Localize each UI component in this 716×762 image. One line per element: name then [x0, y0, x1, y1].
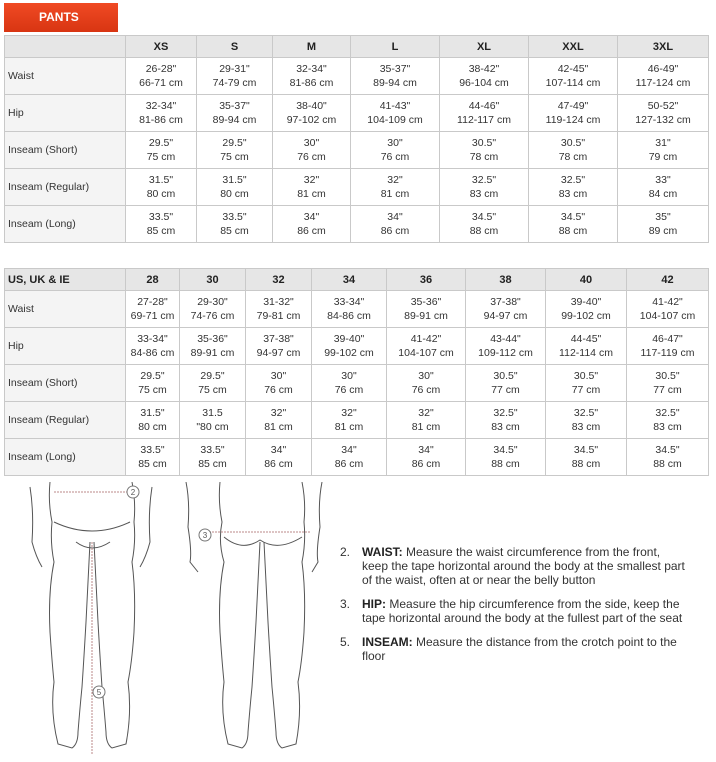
back-body-outline — [186, 482, 322, 748]
marker-5 — [93, 686, 105, 698]
inch-value: 37-38" — [490, 296, 521, 308]
size-column-header: 36 — [387, 269, 466, 291]
size-cell — [197, 206, 273, 243]
cm-value: "80 cm — [196, 421, 229, 433]
table-header-row — [5, 269, 709, 291]
svg-text:2: 2 — [130, 488, 136, 497]
inch-value: 31.5" — [222, 174, 247, 186]
inch-value: 47-49" — [557, 100, 589, 112]
inch-value: 32-34" — [145, 100, 177, 112]
cm-value: 84-86 cm — [327, 310, 371, 322]
cm-value: 88 cm — [558, 225, 588, 237]
size-table-alpha — [4, 35, 709, 243]
size-column-header: 38 — [466, 269, 546, 291]
size-column-header: 28 — [126, 269, 180, 291]
size-cell — [387, 328, 466, 365]
cm-value: 79 cm — [648, 151, 678, 163]
row-label: Waist — [5, 291, 126, 328]
cm-value: 86 cm — [297, 225, 326, 237]
inch-value: 32.5" — [655, 407, 680, 419]
size-cell — [618, 169, 709, 206]
inch-value: 30.5" — [573, 370, 599, 382]
size-cell — [546, 439, 627, 476]
size-cell — [387, 439, 466, 476]
inch-value: 41-42" — [652, 296, 683, 308]
inch-value: 29-30" — [197, 296, 228, 308]
size-column-header: XS — [126, 36, 197, 58]
inch-value: 43-44" — [490, 333, 521, 345]
size-cell — [440, 95, 529, 132]
size-table-numeric — [4, 268, 709, 476]
row-label: Inseam (Long) — [5, 439, 126, 476]
inch-value: 34.5" — [471, 211, 497, 223]
size-cell — [126, 402, 180, 439]
size-cell — [440, 206, 529, 243]
size-cell — [546, 402, 627, 439]
cm-value: 78 cm — [558, 151, 588, 163]
cm-value: 89-91 cm — [190, 347, 235, 359]
size-cell — [246, 365, 312, 402]
size-cell — [246, 328, 312, 365]
size-cell — [546, 328, 627, 365]
cm-value: 81-86 cm — [289, 77, 334, 89]
cm-value: 107-114 cm — [545, 77, 601, 89]
size-column-header: L — [351, 36, 440, 58]
size-cell — [466, 291, 546, 328]
cm-value: 78 cm — [469, 151, 499, 163]
inch-value: 32.5" — [471, 174, 497, 186]
row-label: Waist — [5, 58, 126, 95]
svg-text:5: 5 — [96, 688, 102, 697]
size-cell — [312, 402, 387, 439]
row-label: Inseam (Regular) — [5, 402, 126, 439]
size-cell — [180, 439, 246, 476]
inch-value: 34" — [341, 444, 357, 456]
cm-value: 109-112 cm — [478, 347, 533, 359]
marker-3 — [199, 529, 211, 541]
table-row — [5, 328, 709, 365]
cm-value: 88 cm — [653, 458, 682, 470]
size-cell — [440, 132, 529, 169]
cm-value: 85 cm — [138, 458, 167, 470]
size-cell — [126, 328, 180, 365]
cm-value: 86 cm — [380, 225, 410, 237]
inch-value: 38-42" — [468, 63, 500, 75]
cm-value: 76 cm — [297, 151, 326, 163]
cm-value: 77 cm — [571, 384, 601, 396]
size-cell — [351, 169, 440, 206]
size-cell — [126, 439, 180, 476]
inch-value: 30" — [341, 370, 357, 382]
body-measurement-figure — [20, 482, 330, 757]
size-cell — [546, 365, 627, 402]
size-cell — [126, 365, 180, 402]
table-row — [5, 365, 709, 402]
cm-value: 81 cm — [297, 188, 326, 200]
size-cell — [273, 132, 351, 169]
cm-value: 127-132 cm — [635, 114, 691, 126]
cm-value: 76 cm — [334, 384, 364, 396]
cm-value: 75 cm — [220, 151, 249, 163]
cm-value: 104-107 cm — [639, 310, 696, 322]
cm-value: 81 cm — [334, 421, 364, 433]
size-cell — [546, 291, 627, 328]
table-row — [5, 439, 709, 476]
inch-value: 37-38" — [263, 333, 294, 345]
size-cell — [126, 95, 197, 132]
inch-value: 30.5" — [560, 137, 586, 149]
inch-value: 34" — [270, 444, 287, 456]
row-label: Inseam (Regular) — [5, 169, 126, 206]
svg-text:3: 3 — [202, 531, 208, 540]
inch-value: 31" — [655, 137, 671, 149]
size-column-header: 42 — [627, 269, 709, 291]
cm-value: 85 cm — [220, 225, 249, 237]
size-cell — [197, 169, 273, 206]
cm-value: 112-117 cm — [457, 114, 511, 126]
size-cell — [618, 58, 709, 95]
inch-value: 33.5" — [222, 211, 247, 223]
size-cell — [273, 169, 351, 206]
size-cell — [529, 132, 618, 169]
size-cell — [466, 439, 546, 476]
size-cell — [440, 58, 529, 95]
size-cell — [618, 132, 709, 169]
cm-value: 81-86 cm — [139, 114, 183, 126]
inch-value: 30" — [387, 137, 403, 149]
inch-value: 41-43" — [379, 100, 411, 112]
inch-value: 42-45" — [557, 63, 589, 75]
inch-value: 50-52" — [647, 100, 679, 112]
inch-value: 41-42" — [410, 333, 442, 345]
size-cell — [387, 402, 466, 439]
size-cell — [618, 206, 709, 243]
table-row — [5, 402, 709, 439]
size-cell — [466, 328, 546, 365]
inch-value: 33-34" — [137, 333, 168, 345]
inch-value: 34" — [387, 211, 403, 223]
inch-value: 32.5" — [573, 407, 599, 419]
inch-value: 29.5" — [200, 370, 225, 382]
size-cell — [627, 328, 709, 365]
cm-value: 84 cm — [648, 188, 678, 200]
size-cell — [197, 132, 273, 169]
cm-value: 74-76 cm — [190, 310, 235, 322]
inch-value: 39-40" — [570, 296, 602, 308]
size-cell — [618, 95, 709, 132]
inch-value: 31-32" — [263, 296, 294, 308]
inch-value: 39-40" — [333, 333, 365, 345]
inch-value: 29.5" — [140, 370, 165, 382]
inch-value: 35" — [655, 211, 671, 223]
size-cell — [180, 291, 246, 328]
cm-value: 80 cm — [138, 421, 167, 433]
cm-value: 104-109 cm — [367, 114, 423, 126]
inch-value: 34.5" — [573, 444, 599, 456]
cm-value: 99-102 cm — [561, 310, 611, 322]
row-label: Inseam (Short) — [5, 132, 126, 169]
inch-value: 30" — [418, 370, 434, 382]
cm-value: 97-102 cm — [286, 114, 337, 126]
size-column-header: S — [197, 36, 273, 58]
size-cell — [387, 365, 466, 402]
inch-value: 32-34" — [296, 63, 327, 75]
table-row — [5, 206, 709, 243]
inch-value: 31.5" — [148, 174, 174, 186]
cm-value: 66-71 cm — [139, 77, 183, 89]
cm-value: 83 cm — [653, 421, 682, 433]
cm-value: 81 cm — [380, 188, 410, 200]
size-cell — [197, 58, 273, 95]
size-column-header: M — [273, 36, 351, 58]
inch-value: 29.5" — [222, 137, 247, 149]
size-column-header: 40 — [546, 269, 627, 291]
table-corner-header: US, UK & IE — [5, 269, 126, 291]
cm-value: 77 cm — [491, 384, 520, 396]
cm-value: 86 cm — [264, 458, 293, 470]
size-cell — [246, 402, 312, 439]
inch-value: 32" — [387, 174, 403, 186]
size-cell — [466, 365, 546, 402]
cm-value: 119-124 cm — [545, 114, 601, 126]
instruction-hip: 3. HIP: Measure the hip circumference from the side, keep the tape horizontal around the body at the fullest part of the seat — [340, 597, 683, 625]
cm-value: 83 cm — [469, 188, 499, 200]
row-label: Hip — [5, 328, 126, 365]
size-cell — [627, 439, 709, 476]
size-cell — [312, 291, 387, 328]
size-cell — [126, 206, 197, 243]
inch-value: 34.5" — [655, 444, 680, 456]
inch-value: 44-46" — [468, 100, 500, 112]
size-cell — [273, 95, 351, 132]
size-cell — [351, 206, 440, 243]
pants-tab[interactable]: PANTS — [4, 3, 118, 32]
size-cell — [312, 365, 387, 402]
inch-value: 30.5" — [471, 137, 497, 149]
cm-value: 99-102 cm — [324, 347, 374, 359]
cm-value: 104-107 cm — [398, 347, 454, 359]
inch-value: 35-36" — [410, 296, 442, 308]
size-cell — [529, 58, 618, 95]
size-cell — [529, 169, 618, 206]
inch-value: 32.5" — [560, 174, 586, 186]
table-row — [5, 291, 709, 328]
size-column-header: 3XL — [618, 36, 709, 58]
inch-value: 34.5" — [560, 211, 586, 223]
size-cell — [180, 402, 246, 439]
inch-value: 30" — [303, 137, 320, 149]
cm-value: 74-79 cm — [212, 77, 257, 89]
inch-value: 32.5" — [493, 407, 518, 419]
cm-value: 89 cm — [648, 225, 678, 237]
cm-value: 89-94 cm — [373, 77, 417, 89]
cm-value: 94-97 cm — [256, 347, 301, 359]
inch-value: 27-28" — [137, 296, 168, 308]
size-cell — [529, 206, 618, 243]
inch-value: 34" — [418, 444, 434, 456]
front-body-outline — [30, 482, 152, 748]
cm-value: 86 cm — [334, 458, 364, 470]
cm-value: 85 cm — [146, 225, 176, 237]
size-column-header: 34 — [312, 269, 387, 291]
inch-value: 29-31" — [219, 63, 250, 75]
cm-value: 83 cm — [558, 188, 588, 200]
size-cell — [351, 95, 440, 132]
inch-value: 26-28" — [145, 63, 177, 75]
inch-value: 31.5" — [140, 407, 165, 419]
cm-value: 76 cm — [380, 151, 410, 163]
cm-value: 81 cm — [411, 421, 441, 433]
size-column-header: 32 — [246, 269, 312, 291]
row-label: Hip — [5, 95, 126, 132]
row-label: Inseam (Long) — [5, 206, 126, 243]
cm-value: 88 cm — [491, 458, 520, 470]
inch-value: 32" — [341, 407, 357, 419]
size-column-header: 30 — [180, 269, 246, 291]
size-cell — [387, 291, 466, 328]
cm-value: 81 cm — [264, 421, 293, 433]
cm-value: 117-119 cm — [640, 347, 695, 359]
inch-value: 35-37" — [379, 63, 411, 75]
size-cell — [529, 95, 618, 132]
inch-value: 33.5" — [140, 444, 165, 456]
size-cell — [126, 58, 197, 95]
size-cell — [180, 365, 246, 402]
size-cell — [627, 365, 709, 402]
cm-value: 76 cm — [411, 384, 441, 396]
cm-value: 89-94 cm — [212, 114, 257, 126]
cm-value: 94-97 cm — [483, 310, 528, 322]
inch-value: 33.5" — [148, 211, 174, 223]
inch-value: 31.5 — [202, 407, 223, 419]
table-row — [5, 132, 709, 169]
inch-value: 34" — [303, 211, 320, 223]
cm-value: 75 cm — [198, 384, 227, 396]
cm-value: 112-114 cm — [559, 347, 613, 359]
table-row — [5, 95, 709, 132]
inch-value: 34.5" — [493, 444, 518, 456]
inch-value: 30" — [270, 370, 287, 382]
cm-value: 77 cm — [653, 384, 682, 396]
inch-value: 44-45" — [570, 333, 602, 345]
size-cell — [312, 328, 387, 365]
size-column-header: XXL — [529, 36, 618, 58]
cm-value: 88 cm — [469, 225, 499, 237]
measurement-instructions — [340, 545, 685, 673]
cm-value: 88 cm — [571, 458, 601, 470]
size-cell — [197, 95, 273, 132]
instruction-inseam: 5. INSEAM: Measure the distance from the crotch point to the floor — [340, 635, 677, 663]
inch-value: 30.5" — [493, 370, 518, 382]
size-cell — [273, 206, 351, 243]
size-cell — [126, 169, 197, 206]
row-label: Inseam (Short) — [5, 365, 126, 402]
inch-value: 32" — [418, 407, 434, 419]
size-cell — [466, 402, 546, 439]
inch-value: 35-36" — [197, 333, 228, 345]
inch-value: 38-40" — [296, 100, 327, 112]
table-header-row — [5, 36, 709, 58]
instruction-waist: 2. WAIST: Measure the waist circumference from the front, keep the tape horizontal around the body at the smallest part of the waist, often at or near the belly button — [340, 545, 685, 587]
size-cell — [627, 402, 709, 439]
size-cell — [246, 291, 312, 328]
size-cell — [627, 291, 709, 328]
inch-value: 33-34" — [333, 296, 365, 308]
table-row — [5, 169, 709, 206]
cm-value: 89-91 cm — [404, 310, 448, 322]
table-corner-header — [5, 36, 126, 58]
inch-value: 32" — [270, 407, 287, 419]
cm-value: 69-71 cm — [130, 310, 175, 322]
inch-value: 35-37" — [219, 100, 250, 112]
size-cell — [126, 132, 197, 169]
cm-value: 117-124 cm — [635, 77, 691, 89]
size-cell — [351, 58, 440, 95]
cm-value: 75 cm — [138, 384, 167, 396]
cm-value: 80 cm — [220, 188, 249, 200]
cm-value: 79-81 cm — [256, 310, 301, 322]
cm-value: 80 cm — [146, 188, 176, 200]
inch-value: 46-49" — [647, 63, 679, 75]
inch-value: 46-47" — [652, 333, 683, 345]
size-column-header: XL — [440, 36, 529, 58]
cm-value: 85 cm — [198, 458, 227, 470]
size-cell — [351, 132, 440, 169]
inch-value: 33" — [655, 174, 671, 186]
inch-value: 30.5" — [655, 370, 680, 382]
marker-2 — [127, 486, 139, 498]
size-cell — [246, 439, 312, 476]
inch-value: 33.5" — [200, 444, 225, 456]
table-row — [5, 58, 709, 95]
inch-value: 29.5" — [148, 137, 174, 149]
size-cell — [126, 291, 180, 328]
cm-value: 96-104 cm — [459, 77, 509, 89]
cm-value: 83 cm — [571, 421, 601, 433]
cm-value: 86 cm — [411, 458, 441, 470]
size-cell — [180, 328, 246, 365]
inch-value: 32" — [303, 174, 320, 186]
cm-value: 76 cm — [264, 384, 293, 396]
size-cell — [440, 169, 529, 206]
size-cell — [273, 58, 351, 95]
cm-value: 75 cm — [146, 151, 176, 163]
size-cell — [312, 439, 387, 476]
cm-value: 83 cm — [491, 421, 520, 433]
cm-value: 84-86 cm — [130, 347, 175, 359]
